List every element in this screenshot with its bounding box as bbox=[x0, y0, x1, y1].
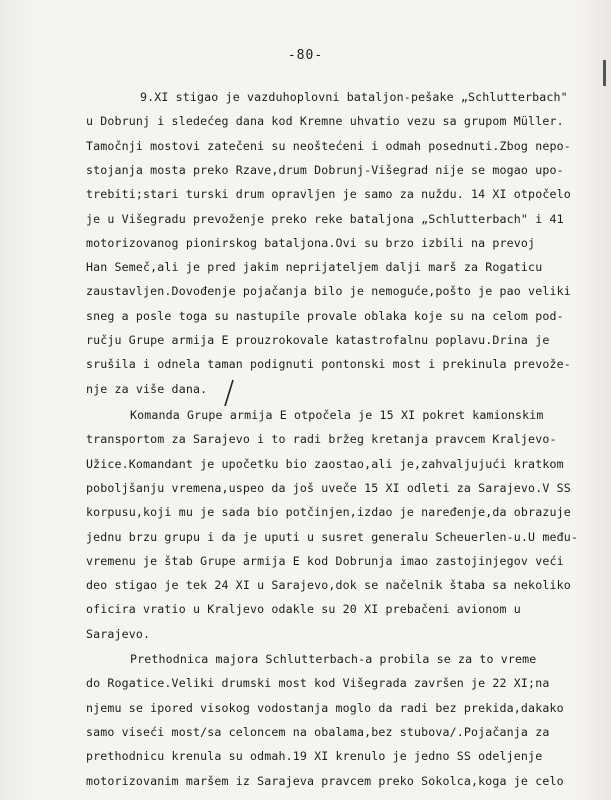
page-number: -80- bbox=[287, 48, 324, 63]
text-line: vremenu je štab Grupe armija E kod Dobrunja imao zastojinjegov veći bbox=[86, 553, 564, 568]
text-line: deo stigao je tek 24 XI u Sarajevo,dok se načelnik štaba sa nekoliko bbox=[86, 578, 571, 593]
text-line: stojanja mosta preko Rzave,drum Dobrunj-Višegrad nije se mogao upo- bbox=[86, 162, 564, 177]
text-line: zaustavljen.Dovođenje pojačanja bilo je nemoguće,pošto je pao veliki bbox=[86, 284, 571, 299]
text-line: poboljšanju vremena,uspeo da još uveče 15 XI odleti za Sarajevo.V SS bbox=[86, 480, 571, 495]
text-line: srušila i odnela taman podignuti pontonski most i prekinula prevože- bbox=[86, 357, 571, 372]
text-line: nje za više dana. bbox=[86, 381, 208, 396]
text-line: do Rogatice.Veliki drumski most kod Višegrada završen je 22 XI;na bbox=[86, 676, 550, 691]
margin-mark bbox=[603, 60, 606, 86]
text-line: oficira vratio u Kraljevo odakle su 20 XI prebačeni avionom u bbox=[86, 602, 521, 617]
text-line: Han Semeč,ali je pred jakim neprijateljem dalji marš za Rogaticu bbox=[86, 260, 543, 275]
text-line: Sarajevo. bbox=[86, 626, 151, 641]
handwritten-slash-mark bbox=[219, 378, 237, 408]
text-line: u Dobrunj i sledećeg dana kod Kremne uhvatio vezu sa grupom Müller. bbox=[86, 114, 564, 129]
text-line: samo viseći most/sa celoncem na obalama,bez stubova/.Pojačanja za bbox=[86, 724, 550, 739]
text-line: sneg a posle toga su nastupile provale oblaka koje su na celom pod- bbox=[86, 308, 564, 323]
text-line: 9.XI stigao je vazduhoplovni bataljon-pešake „Schlutterbach" bbox=[140, 90, 568, 104]
text-line: jednu brzu grupu i da je uputi u susret generalu Scheuerlen-u.U među- bbox=[86, 529, 578, 544]
text-line: je u Višegradu prevoženje preko reke bataljona „Schlutterbach" i 41 bbox=[86, 211, 564, 226]
text-line: Komanda Grupe armija E otpočela je 15 XI pokret kamionskim bbox=[130, 408, 544, 422]
text-line: trebiti;stari turski drum opravljen je samo za nuždu. 14 XI otpočelo bbox=[86, 187, 571, 202]
text-line: prethodnicu krenula su odmah.19 XI krenulo je jedno SS odeljenje bbox=[86, 749, 543, 764]
text-line: motorizovanim maršem iz Sarajeva pravcem preko Sokolca,koga je celo bbox=[86, 773, 564, 788]
text-line: Užice.Komandant je upočetku bio zaostao,ali je,zahvaljujući kratkom bbox=[86, 456, 564, 471]
text-line: transportom za Sarajevo i to radi bržeg kretanja pravcem Kraljevo- bbox=[86, 432, 557, 447]
text-line: Tamočnji mostovi zatečeni su neoštećeni i odmah posednuti.Zbog nepo- bbox=[86, 138, 571, 153]
text-line: korpusu,koji mu je sada bio potčinjen,izdao je naređenje,da obrazuje bbox=[86, 505, 571, 520]
text-line: njemu se ipored visokog vodostanja moglo da radi bez prekida,dakako bbox=[86, 700, 564, 715]
text-line: Prethodnica majora Schlutterbach-a probila se za to vreme bbox=[130, 652, 537, 666]
text-line: motorizovanog pionirskog bataljona.Ovi su brzo izbili na prevoj bbox=[86, 235, 536, 250]
text-line: ručju Grupe armija E prouzrokovale katastrofalnu poplavu.Drina je bbox=[86, 333, 550, 347]
